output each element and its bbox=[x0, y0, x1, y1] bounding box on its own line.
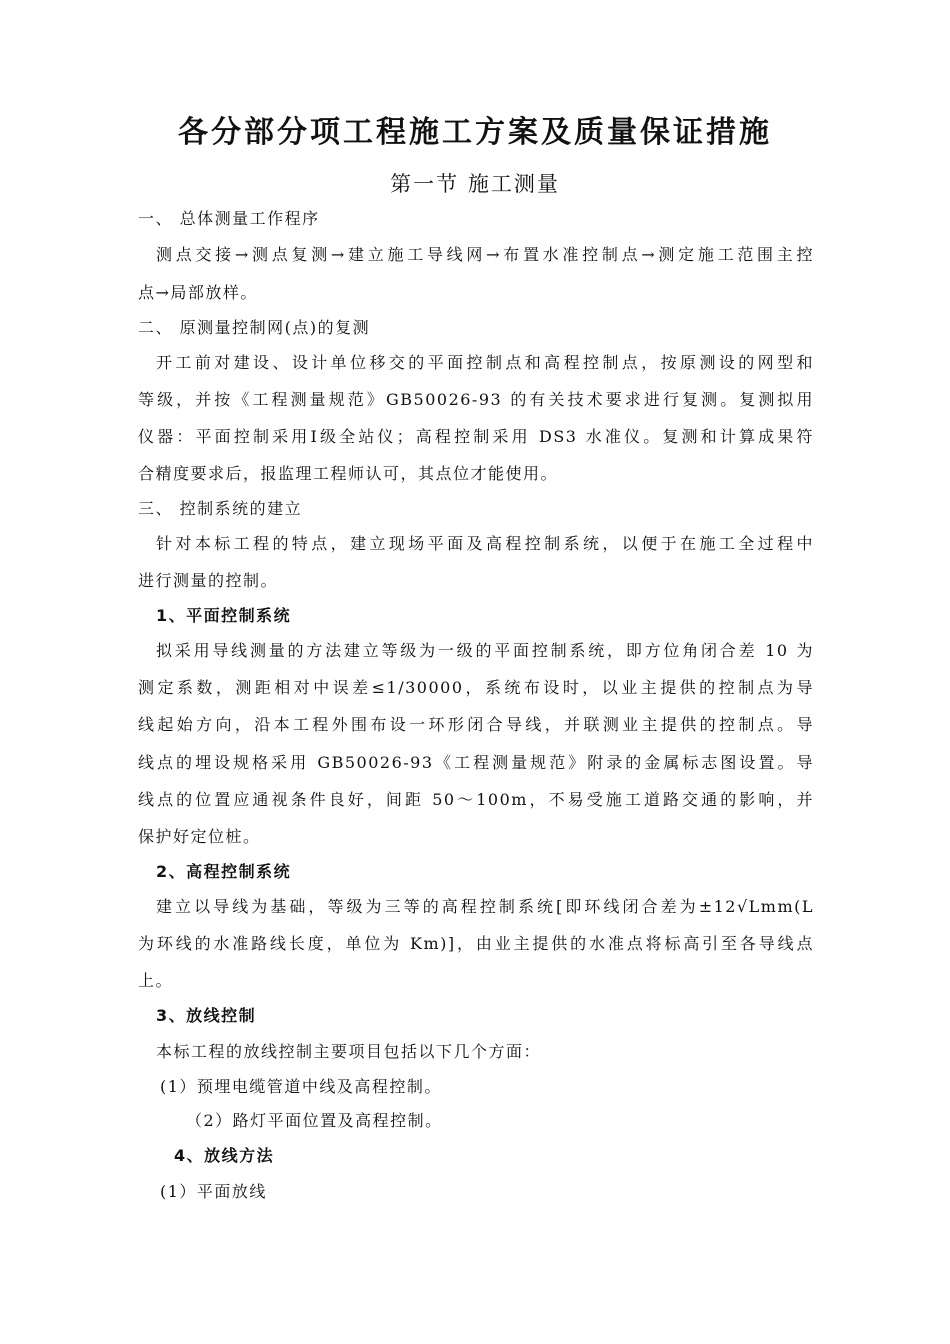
paragraph-line: 为环线的水准路线长度，单位为 Km)]，由业主提供的水准点将标高引至各导线点 bbox=[138, 934, 814, 953]
paragraph-line: 测点交接→测点复测→建立施工导线网→布置水准控制点→测定施工范围主控 bbox=[156, 245, 814, 264]
paragraph-line: 建立以导线为基础，等级为三等的高程控制系统[即环线闭合差为±12√Lmm(L bbox=[156, 897, 814, 916]
paragraph-line: 等级，并按《工程测量规范》GB50026-93 的有关技术要求进行复测。复测拟用 bbox=[138, 390, 814, 409]
subheading-3: 3、放线控制 bbox=[156, 1006, 257, 1025]
paragraph-line: 进行测量的控制。 bbox=[138, 571, 279, 590]
paragraph-line: 针对本标工程的特点，建立现场平面及高程控制系统，以便于在施工全过程中 bbox=[156, 534, 814, 553]
paragraph-line: 合精度要求后，报监理工程师认可，其点位才能使用。 bbox=[138, 464, 559, 483]
list-item: （2）路灯平面位置及高程控制。 bbox=[186, 1111, 443, 1130]
heading-2: 二、 原测量控制网(点)的复测 bbox=[138, 318, 371, 337]
subheading-1: 1、平面控制系统 bbox=[156, 606, 292, 625]
paragraph-line: 线起始方向，沿本工程外围布设一环形闭合导线，并联测业主提供的控制点。导 bbox=[138, 715, 814, 734]
paragraph-line: 保护好定位桩。 bbox=[138, 827, 261, 846]
list-item: (1）平面放线 bbox=[160, 1182, 267, 1201]
document-title: 各分部分项工程施工方案及质量保证措施 bbox=[178, 115, 772, 150]
heading-3: 三、 控制系统的建立 bbox=[138, 499, 303, 518]
subheading-2: 2、高程控制系统 bbox=[156, 862, 292, 881]
paragraph-line: 拟采用导线测量的方法建立等级为一级的平面控制系统，即方位角闭合差 10 为 bbox=[156, 641, 814, 660]
subheading-4: 4、放线方法 bbox=[174, 1146, 275, 1165]
heading-1: 一、 总体测量工作程序 bbox=[138, 209, 320, 228]
paragraph-line: 上。 bbox=[138, 971, 174, 990]
paragraph-line: 点→局部放样。 bbox=[138, 283, 258, 302]
paragraph-line: 线点的埋设规格采用 GB50026-93《工程测量规范》附录的金属标志图设置。导 bbox=[138, 753, 814, 772]
section-title: 第一节 施工测量 bbox=[390, 172, 560, 196]
paragraph-line: 线点的位置应通视条件良好，间距 50～100m，不易受施工道路交通的影响，并 bbox=[138, 790, 814, 809]
list-item: (1）预埋电缆管道中线及高程控制。 bbox=[160, 1077, 442, 1096]
paragraph-line: 仪器：平面控制采用Ⅰ级全站仪；高程控制采用 DS3 水准仪。复测和计算成果符 bbox=[138, 427, 814, 446]
paragraph-line: 开工前对建设、设计单位移交的平面控制点和高程控制点，按原测设的网型和 bbox=[156, 353, 814, 372]
paragraph-line: 本标工程的放线控制主要项目包括以下几个方面： bbox=[156, 1042, 542, 1061]
paragraph-line: 测定系数，测距相对中误差≤1/30000，系统布设时，以业主提供的控制点为导 bbox=[138, 678, 814, 697]
